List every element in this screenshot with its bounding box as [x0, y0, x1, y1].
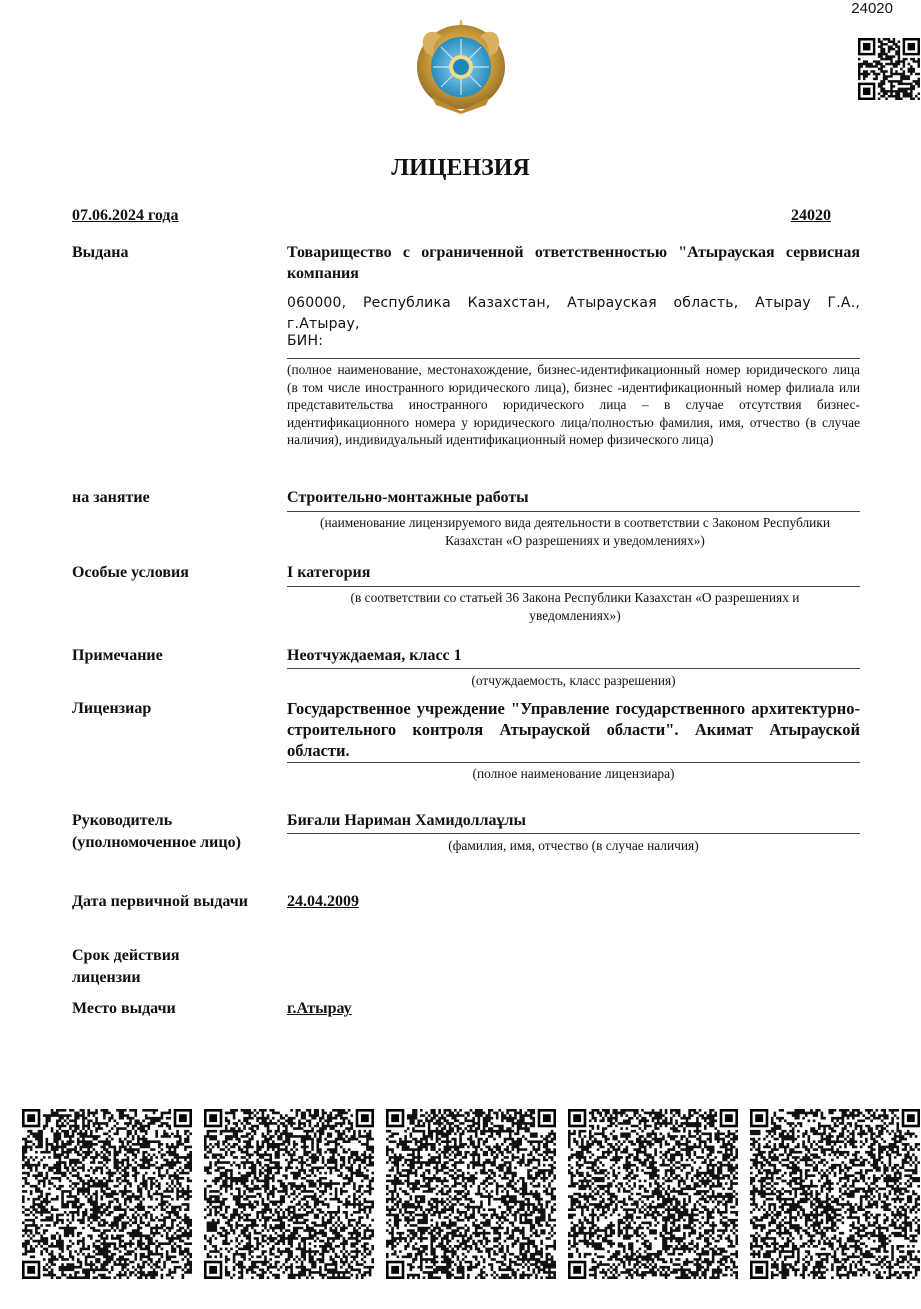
activity-value: Строительно-монтажные работы: [287, 489, 529, 506]
head-label: [72, 810, 241, 854]
issued-to-label: Выдана: [72, 244, 129, 261]
remark-value: Неотчуждаемая, класс 1: [287, 647, 462, 664]
special-conditions-label: Особые условия: [72, 564, 189, 581]
first-issue-value: 24.04.2009: [287, 893, 359, 910]
activity-label: на занятие: [72, 489, 150, 506]
qr-code-icon: [386, 1109, 556, 1279]
page-title: ЛИЦЕНЗИЯ: [391, 155, 530, 181]
qr-code-icon: [204, 1109, 374, 1279]
head-label-line1: Руководитель: [72, 812, 173, 829]
remark-note: (отчуждаемость, класс разрешения): [471, 673, 676, 688]
document-number-top: 24020: [851, 0, 893, 17]
licensee-note: (полное наименование, местонахождение, бизнес-идентификационный номер юридического лица (в том числе иностранного юридического лица), бизнес -идентификационный номер филиала или представительства иностранного юридического лица – в случае отсутствия бизнес-идентификационного номера у юридического лица/полностью фамилия, имя, отчество (в случае наличия), индивидуальный идентификационный номер физического лица): [287, 362, 860, 447]
activity-note: (наименование лицензируемого вида деятельности в соответствии с Законом Республики Казахстан «О разрешениях и уведомлениях»): [320, 515, 830, 548]
divider: [287, 358, 860, 359]
divider: [287, 762, 860, 763]
qr-code-icon: [750, 1109, 920, 1279]
divider: [287, 511, 860, 512]
head-label-line2: (уполномоченное лицо): [72, 834, 241, 851]
place-value: г.Атырау: [287, 1000, 352, 1017]
validity-label: [72, 945, 180, 989]
licensor-value: Государственное учреждение "Управление государственного архитектурно-строительного контроля Атырауской области". Акимат Атырауской области.: [287, 699, 860, 760]
qr-code-icon: [22, 1109, 192, 1279]
divider: [287, 586, 860, 587]
licensee-address: 060000, Республика Казахстан, Атырауская область, Атырау Г.А., г.Атырау,: [287, 295, 860, 332]
validity-label-line2: лицензии: [72, 969, 141, 986]
qr-code-strip: [22, 1109, 921, 1279]
head-value: Биғали Нариман Хамидоллаұлы: [287, 812, 526, 829]
head-note: (фамилия, имя, отчество (в случае наличия): [448, 838, 699, 853]
license-number: 24020: [791, 207, 831, 224]
validity-label-line1: Срок действия: [72, 947, 180, 964]
divider: [287, 668, 860, 669]
qr-code-icon: [858, 38, 920, 102]
issue-date: 07.06.2024 года: [72, 207, 179, 224]
divider: [287, 833, 860, 834]
emblem-icon: [412, 15, 510, 115]
place-label: Место выдачи: [72, 1000, 176, 1017]
licensee-name: Товарищество с ограниченной ответственностью "Атырауская сервисная компания: [287, 244, 860, 282]
licensor-note: (полное наименование лицензиара): [472, 766, 675, 781]
licensor-label: Лицензиар: [72, 700, 152, 717]
remark-label: Примечание: [72, 647, 163, 664]
qr-code-icon: [568, 1109, 738, 1279]
special-conditions-note: (в соответствии со статьей 36 Закона Республики Казахстан «О разрешениях и уведомлениях»): [350, 590, 800, 623]
special-conditions-value: I категория: [287, 564, 371, 581]
licensee-bin: БИН:: [287, 333, 324, 349]
first-issue-label: Дата первичной выдачи: [72, 893, 249, 910]
